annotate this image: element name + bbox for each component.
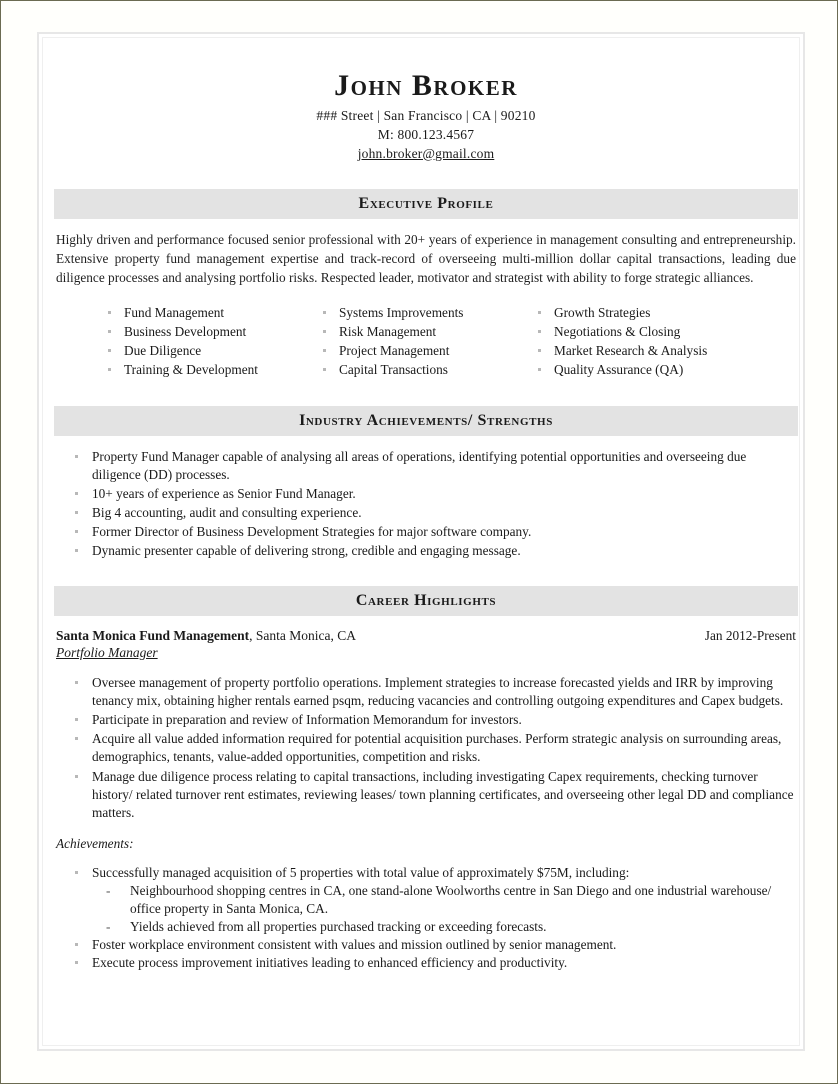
skills-column-3	[536, 304, 766, 380]
list-item: - Yields achieved from all properties purchased tracking or exceeding forecasts.	[54, 918, 798, 936]
skill-item: Negotiations & Closing	[536, 323, 766, 340]
candidate-address: ### Street | San Francisco | CA | 90210	[316, 107, 536, 123]
job-entry-header	[54, 628, 798, 644]
job-date: Jan 2012-Present	[704, 628, 796, 644]
skill-item: Project Management	[321, 342, 536, 359]
list-item: Foster workplace environment consistent with values and mission outlined by senior management.	[54, 936, 798, 954]
job-location: , Santa Monica, CA	[249, 628, 357, 644]
skill-item: Due Diligence	[106, 342, 321, 359]
list-item: Oversee management of property portfolio operations. Implement strategies to increase forecasted yields and IRR by improving tenancy mix, obtaining higher rentals earned psqm, reducing vacancies and controlling outgoing expenditures and Capex budgets.	[54, 674, 798, 710]
email-link[interactable]: john.broker@gmail.com	[357, 145, 495, 161]
skill-item: Capital Transactions	[321, 361, 536, 378]
list-item: Participate in preparation and review of Information Memorandum for investors.	[54, 711, 798, 729]
section-header-industry-achievements: Industry Achievements/ Strengths	[54, 406, 798, 436]
list-item: Execute process improvement initiatives leading to enhanced efficiency and productivity.	[54, 954, 798, 972]
skill-item: Training & Development	[106, 361, 321, 378]
job-company-name: Santa Monica Fund Management	[56, 628, 250, 644]
job-title: Portfolio Manager	[56, 645, 158, 661]
skill-item: Risk Management	[321, 323, 536, 340]
achievements-list	[54, 864, 798, 882]
list-item: Acquire all value added information required for potential acquisition purchases. Perform strategic analysis on surrounding areas, demographics, tenants, value-added opportunities, competition and risks.	[54, 730, 798, 766]
candidate-email-line	[54, 144, 798, 163]
list-item: Manage due diligence process relating to capital transactions, including investigating Capex requirements, checking turnover history/ related turnover rent estimates, reviewing leases/ town planning certificates, and overseeing other legal DD and compliance matters.	[54, 768, 798, 822]
skill-item: Quality Assurance (QA)	[536, 361, 766, 378]
skills-column-1	[106, 304, 321, 380]
job-responsibilities-list	[54, 674, 798, 822]
list-item: - Neighbourhood shopping centres in CA, one stand-alone Woolworths centre in San Diego and one industrial warehouse/ office property in Santa Monica, CA.	[54, 882, 798, 918]
page-inner-frame	[37, 32, 805, 1051]
list-item: Successfully managed acquisition of 5 properties with total value of approximately $75M, including:	[54, 864, 798, 882]
skill-item: Growth Strategies	[536, 304, 766, 321]
skill-item: Market Research & Analysis	[536, 342, 766, 359]
section-header-career-highlights: Career Highlights	[54, 586, 798, 616]
achievements-sub-list	[54, 882, 798, 936]
candidate-name: John Broker	[334, 69, 518, 102]
section-header-executive-profile: Executive Profile	[54, 189, 798, 219]
candidate-phone: M: 800.123.4567	[377, 126, 475, 142]
achievements-label: Achievements:	[56, 835, 134, 851]
job-company-line	[56, 628, 356, 644]
skill-item: Business Development	[106, 323, 321, 340]
list-item: Former Director of Business Development Strategies for major software company.	[54, 523, 798, 541]
industry-achievements-list	[54, 448, 798, 560]
skill-item: Fund Management	[106, 304, 321, 321]
skills-column-2	[321, 304, 536, 380]
skills-grid	[54, 304, 798, 380]
list-item: Property Fund Manager capable of analysing all areas of operations, identifying potential opportunities and overseeing due diligence (DD) processes.	[54, 448, 798, 484]
skill-item: Systems Improvements	[321, 304, 536, 321]
achievements-list-continued	[54, 936, 798, 972]
list-item: Dynamic presenter capable of delivering strong, credible and engaging message.	[54, 542, 798, 560]
list-item: 10+ years of experience as Senior Fund Manager.	[54, 485, 798, 503]
resume-content	[54, 44, 798, 972]
executive-profile-paragraph: Highly driven and performance focused senior professional with 20+ years of experience in management consulting and entrepreneurship. Extensive property fund management expertise and track-record of overseeing multi-million dollar capital transactions, leading due diligence processes and analysing portfolio risks. Respected leader, motivator and strategist with ability to forge strategic alliances.	[56, 231, 796, 285]
list-item: Big 4 accounting, audit and consulting experience.	[54, 504, 798, 522]
